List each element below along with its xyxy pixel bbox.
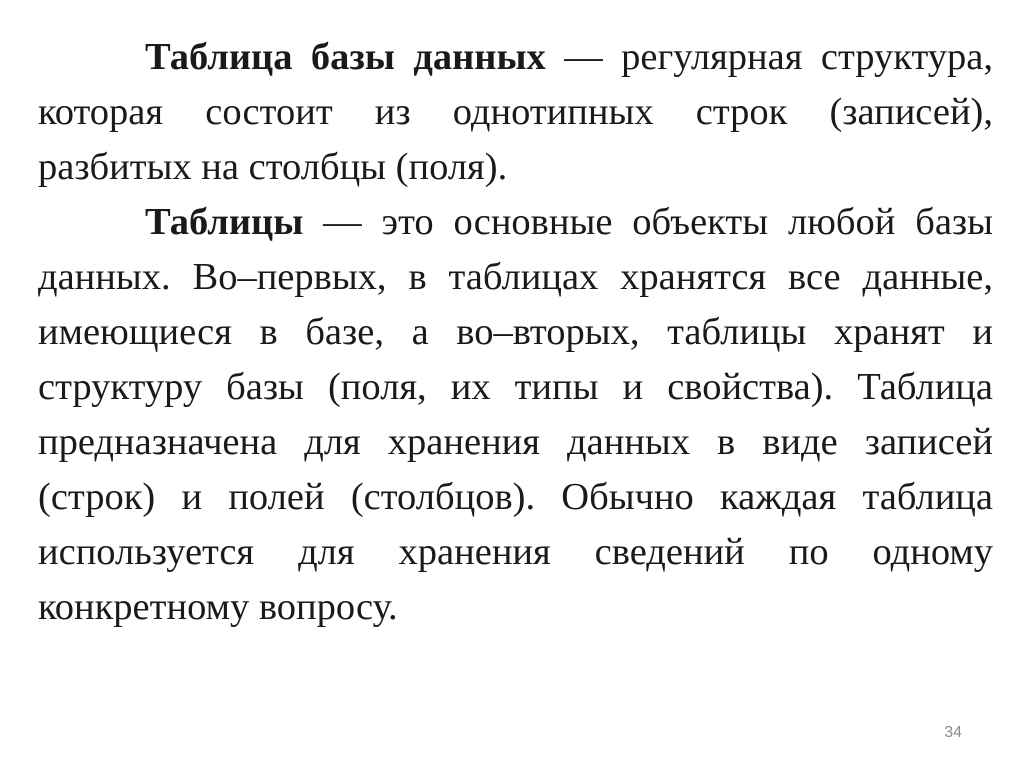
paragraph-definition: [38, 30, 993, 195]
page-number: 34: [944, 724, 962, 741]
paragraph-tables: [38, 195, 993, 635]
definition-text: — регулярная структура, которая состоит из однотипных строк (записей), разбитых на столбцы (поля).: [38, 36, 993, 188]
term-tables: Таблицы: [145, 201, 304, 243]
slide-body: [38, 30, 993, 635]
tables-description-text: — это основные объекты любой базы данных. Во–первых, в таблицах хранятся все данные, имеющиеся в базе, а во–вторых, таблицы хранят и структуру базы (поля, их типы и свойства). Таблица предназначена для хранения данных в виде записей (строк) и полей (столбцов). Обычно каждая таблица используется для хранения сведений по одному конкретному вопросу.: [38, 201, 993, 628]
term-database-table: Таблица базы данных: [145, 36, 546, 78]
